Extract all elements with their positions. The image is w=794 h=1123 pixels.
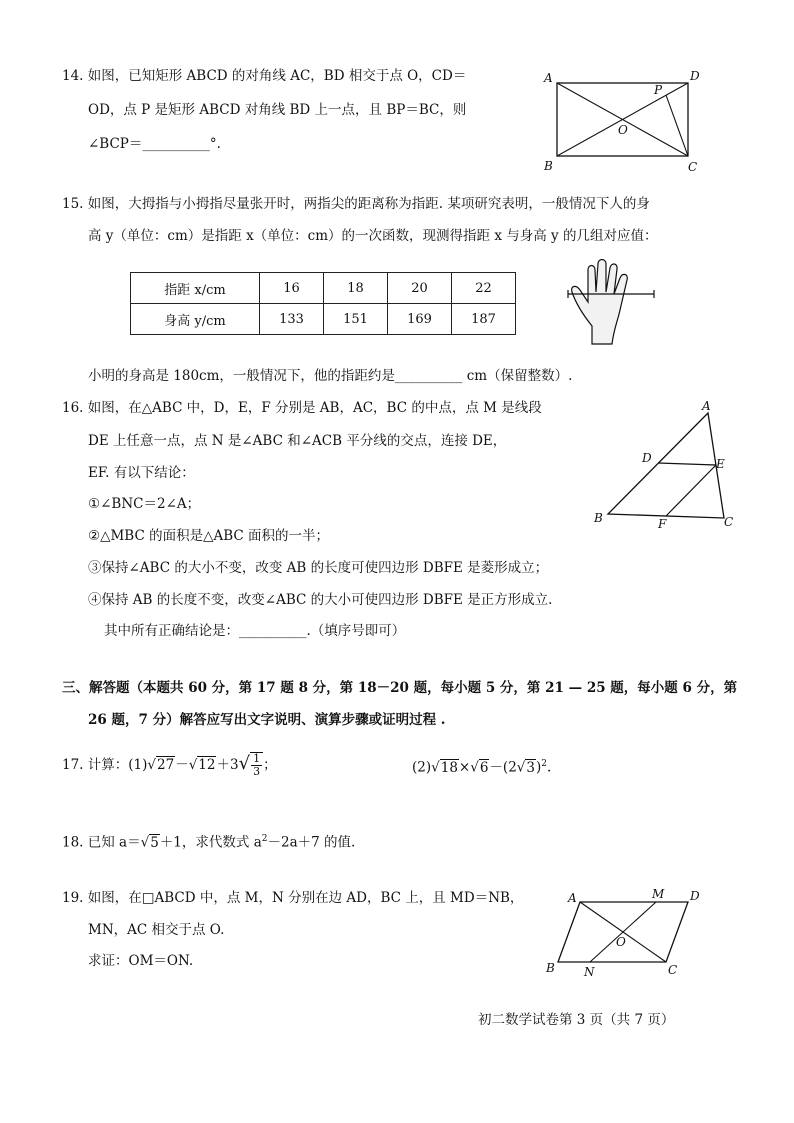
q19-label-m: M: [652, 888, 665, 901]
q16-line2: DE 上任意一点，点 N 是∠ABC 和∠ACB 平分线的交点，连接 DE，: [88, 433, 507, 449]
q18-radicand-5: 5: [150, 834, 159, 851]
q17-prefix: 17. 计算：(1): [62, 757, 148, 773]
table-row: [131, 304, 516, 335]
q19-label-o: O: [616, 935, 626, 949]
page-footer: 初二数学试卷第 3 页（共 7 页）: [478, 1012, 675, 1028]
q19-line3: 求证：OM＝ON.: [88, 953, 194, 969]
table-cell: 187: [452, 304, 516, 335]
q19-label-b: B: [546, 961, 555, 975]
q19-label-d: D: [690, 889, 700, 903]
q19-label-n: N: [584, 965, 595, 979]
q14-label-o: O: [618, 123, 628, 137]
q19-parallelogram-figure: [540, 888, 710, 982]
q16-conclusion-3: ③保持∠ABC 的大小不变，改变 AB 的长度可使四边形 DBFE 是菱形成立；: [88, 560, 549, 576]
section3-heading-cont: 26 题，7 分）解答应写出文字说明、演算步骤或证明过程 .: [88, 712, 446, 728]
q19-line2: MN，AC 相交于点 O.: [88, 922, 225, 938]
table-cell: 18: [324, 273, 388, 304]
hand-illustration: [562, 256, 662, 348]
q14-line3: ∠BCP＝__________°.: [88, 136, 221, 152]
q15-line3: 小明的身高是 180cm，一般情况下，他的指距约是__________ cm（保留整数）.: [88, 368, 573, 384]
q16-label-d: D: [642, 451, 652, 465]
table-cell: 133: [260, 304, 324, 335]
q16-line4: 其中所有正确结论是：__________.（填序号即可）: [104, 623, 406, 639]
table-cell: 151: [324, 304, 388, 335]
q14-label-p: P: [654, 83, 663, 97]
q14-line1: 14. 如图，已知矩形 ABCD 的对角线 AC，BD 相交于点 O，CD＝: [62, 68, 467, 84]
q16-label-b: B: [594, 511, 603, 525]
q16-line3: EF. 有以下结论：: [88, 465, 195, 481]
q17-radicand-3: 3: [526, 759, 535, 776]
q17-radicand-12: 12: [198, 757, 216, 773]
table-header-cell: 指距 x/cm: [131, 273, 260, 304]
q17-expression-2: $(2)√18\times√6-(2√3)^2$.: [412, 759, 552, 776]
q18-line: 18. 已知 a＝√5＋1，求代数式 $a^2-2a+7$ 的值.: [62, 834, 356, 851]
q19-line1: 19. 如图，在□ABCD 中，点 M，N 分别在边 AD，BC 上，且 MD＝NB，: [62, 890, 524, 906]
q14-rectangle-figure: [540, 68, 710, 176]
q14-label-d: D: [690, 69, 700, 83]
q17-radicand-18: 18: [440, 759, 458, 776]
q14-label-c: C: [688, 160, 698, 174]
q19-label-c: C: [668, 963, 678, 977]
q16-label-c: C: [724, 515, 734, 529]
q17-expression-1: 17. 计算：(1)√27－√12＋3√ $\frac{1}{3}$ ；: [62, 752, 277, 778]
q17-plus3: ＋3: [216, 757, 239, 773]
table-cell: 20: [388, 273, 452, 304]
q19-label-a: A: [568, 891, 577, 905]
q14-label-b: B: [544, 159, 553, 173]
table-cell: 169: [388, 304, 452, 335]
q15-line1: 15. 如图，大拇指与小拇指尽量张开时，两指尖的距离称为指距. 某项研究表明，一般情况下人的身: [62, 196, 650, 212]
q16-conclusion-4: ④保持 AB 的长度不变，改变∠ABC 的大小可使四边形 DBFE 是正方形成立.: [88, 592, 553, 608]
q16-label-a: A: [702, 399, 711, 413]
q14-line2: OD，点 P 是矩形 ABCD 对角线 BD 上一点，且 BP＝BC，则: [88, 102, 467, 118]
q14-label-a: A: [544, 71, 553, 85]
q16-conclusion-1: ①∠BNC＝2∠A；: [88, 496, 201, 512]
table-header-cell: 身高 y/cm: [131, 304, 260, 335]
q16-label-e: E: [716, 457, 725, 471]
table-cell: 16: [260, 273, 324, 304]
section3-heading: 三、解答题（本题共 60 分，第 17 题 8 分，第 18－20 题，每小题 5 分，第 21 — 25 题，每小题 6 分，第: [62, 680, 738, 696]
q17-minus: －: [175, 757, 189, 773]
table-row: [131, 273, 516, 304]
q15-line2: 高 y（单位：cm）是指距 x（单位：cm）的一次函数，现测得指距 x 与身高 y 的几组对应值：: [88, 228, 658, 244]
q15-data-table: [130, 272, 516, 335]
q17-radicand-6: 6: [479, 759, 489, 776]
q16-label-f: F: [658, 517, 667, 531]
q17-fraction: $\frac{1}{3}$: [253, 752, 261, 778]
q17-radicand-27: 27: [157, 757, 175, 773]
q16-conclusion-2: ②△MBC 的面积是△ABC 面积的一半；: [88, 528, 330, 544]
q17-semicolon: ；: [263, 757, 277, 773]
q16-line1: 16. 如图，在△ABC 中，D，E，F 分别是 AB，AC，BC 的中点，点 M 是线段: [62, 400, 542, 416]
table-cell: 22: [452, 273, 516, 304]
q16-triangle-figure: [588, 396, 738, 532]
